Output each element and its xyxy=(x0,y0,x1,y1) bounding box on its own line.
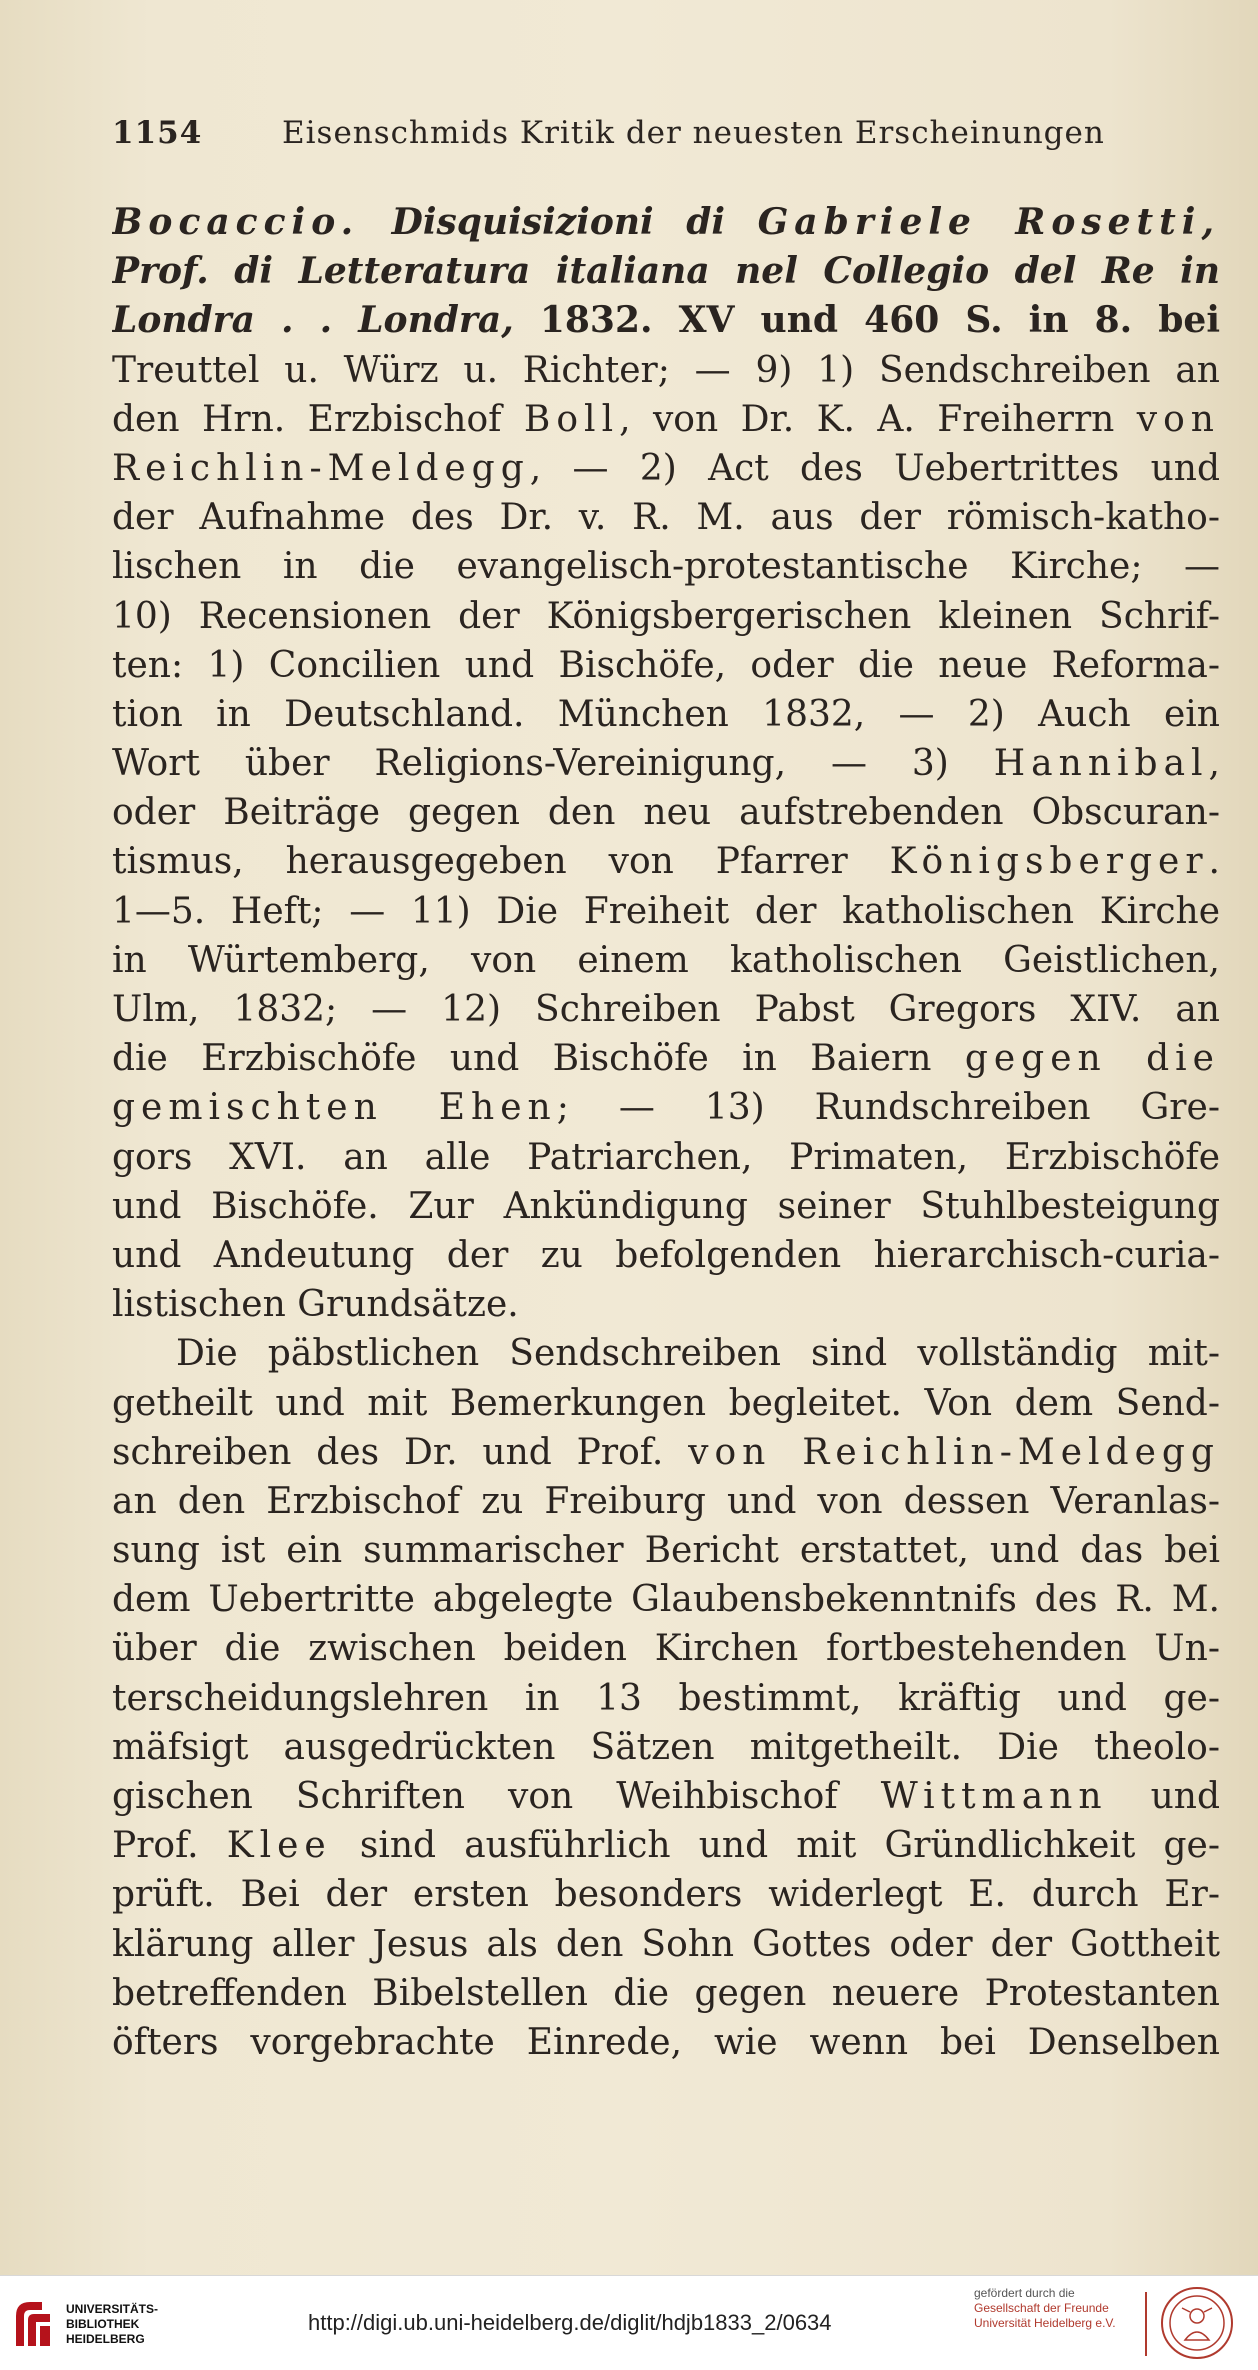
text-line-3: Londra . . Londra, 1832. XV und 460 S. in 8. bei xyxy=(112,299,1220,342)
text-line-33: gischen Schriften von Weihbischof Wittmann und xyxy=(112,1776,1220,1817)
text-line-36: klärung aller Jesus als den Sohn Gottes oder der Gottheit xyxy=(112,1923,1220,1965)
text-line-13: oder Beiträge gegen den neu aufstrebenden Obscuran- xyxy=(112,792,1220,834)
text-line-2: Prof. di Letteratura italiana nel Collegio del Re in xyxy=(112,250,1220,293)
running-title: Eisenschmids Kritik der neuesten Erscheinungen xyxy=(282,115,1105,151)
text-line-30: über die zwischen beiden Kirchen fortbestehenden Un- xyxy=(112,1628,1220,1670)
text-line-24: Die päbstlichen Sendschreiben sind vollständig mit- xyxy=(176,1333,1220,1375)
page-header xyxy=(112,115,1112,155)
text-line-29: dem Uebertritte abgelegte Glaubensbekenntnifs des R. M. xyxy=(112,1579,1220,1621)
text-line-31: terscheidungslehren in 13 bestimmt, kräftig und ge- xyxy=(112,1677,1220,1719)
page-number: 1154 xyxy=(112,115,203,151)
library-name: UNIVERSITÄTS- BIBLIOTHEK HEIDELBERG xyxy=(66,2302,159,2346)
text-line-5: den Hrn. Erzbischof Boll, von Dr. K. A. Freiherrn von xyxy=(112,398,1220,440)
text-line-25: getheilt und mit Bemerkungen begleitet. Von dem Send- xyxy=(112,1382,1220,1424)
sponsor-note: gefördert durch die Gesellschaft der Freunde Universität Heidelberg e.V. xyxy=(974,2286,1116,2330)
text-line-21: und Bischöfe. Zur Ankündigung seiner Stuhlbesteigung xyxy=(112,1185,1220,1227)
viewer-footer xyxy=(0,2275,1258,2370)
university-library-logo-icon xyxy=(12,2296,56,2352)
text-line-8: lischen in die evangelisch-protestantische Kirche; — xyxy=(112,546,1220,588)
body-text xyxy=(112,198,1220,2067)
text-line-11: tion in Deutschland. München 1832, — 2) Auch ein xyxy=(112,693,1220,735)
permalink-url[interactable]: http://digi.ub.uni-heidelberg.de/diglit/hdjb1833_2/0634 xyxy=(308,2310,832,2335)
text-line-37: betreffenden Bibelstellen die gegen neuere Protestanten xyxy=(112,1972,1220,2014)
text-line-16: in Würtemberg, von einem katholischen Geistlichen, xyxy=(112,939,1220,981)
university-seal-icon xyxy=(1160,2286,1234,2360)
text-line-14: tismus, herausgegeben von Pfarrer Königsberger. xyxy=(112,841,1220,883)
text-line-6: Reichlin-Meldegg, — 2) Act des Uebertrittes und xyxy=(112,447,1220,489)
text-line-15: 1—5. Heft; — 11) Die Freiheit der katholischen Kirche xyxy=(112,890,1220,932)
text-line-34: Prof. Klee sind ausführlich und mit Gründlichkeit ge- xyxy=(112,1825,1220,1867)
text-line-38: öfters vorgebrachte Einrede, wie wenn bei Denselben xyxy=(112,2021,1220,2063)
text-line-35: prüft. Bei der ersten besonders widerlegt E. durch Er- xyxy=(112,1874,1220,1916)
text-line-19: gemischten Ehen; — 13) Rundschreiben Gre- xyxy=(112,1087,1220,1129)
text-line-22: und Andeutung der zu befolgenden hierarchisch-curia- xyxy=(112,1234,1220,1276)
sponsor-divider xyxy=(1145,2292,1147,2356)
text-line-28: sung ist ein summarischer Bericht erstattet, und das bei xyxy=(112,1530,1220,1572)
text-line-17: Ulm, 1832; — 12) Schreiben Pabst Gregors XIV. an xyxy=(112,989,1220,1030)
text-line-27: an den Erzbischof zu Freiburg und von dessen Veranlas- xyxy=(112,1480,1220,1522)
text-line-32: mäfsigt ausgedrückten Sätzen mitgetheilt. Die theolo- xyxy=(112,1726,1220,1768)
text-line-9: 10) Recensionen der Königsbergerischen kleinen Schrif- xyxy=(112,595,1220,637)
text-line-12: Wort über Religions-Vereinigung, — 3) Hannibal, xyxy=(112,743,1220,785)
text-line-23: listischen Grundsätze. xyxy=(112,1284,519,1326)
text-line-26: schreiben des Dr. und Prof. von Reichlin-Meldegg xyxy=(112,1431,1220,1473)
text-line-1: Bocaccio. Disquisizioni di Gabriele Rosetti, xyxy=(112,201,1220,243)
text-line-7: der Aufnahme des Dr. v. R. M. aus der römisch-katho- xyxy=(112,497,1220,539)
text-line-18: die Erzbischöfe und Bischöfe in Baiern gegen die xyxy=(112,1038,1220,1080)
text-line-20: gors XVI. an alle Patriarchen, Primaten, Erzbischöfe xyxy=(112,1136,1220,1178)
text-line-10: ten: 1) Concilien und Bischöfe, oder die neue Reforma- xyxy=(112,644,1220,686)
text-line-4: Treuttel u. Würz u. Richter; — 9) 1) Sendschreiben an xyxy=(112,349,1220,391)
